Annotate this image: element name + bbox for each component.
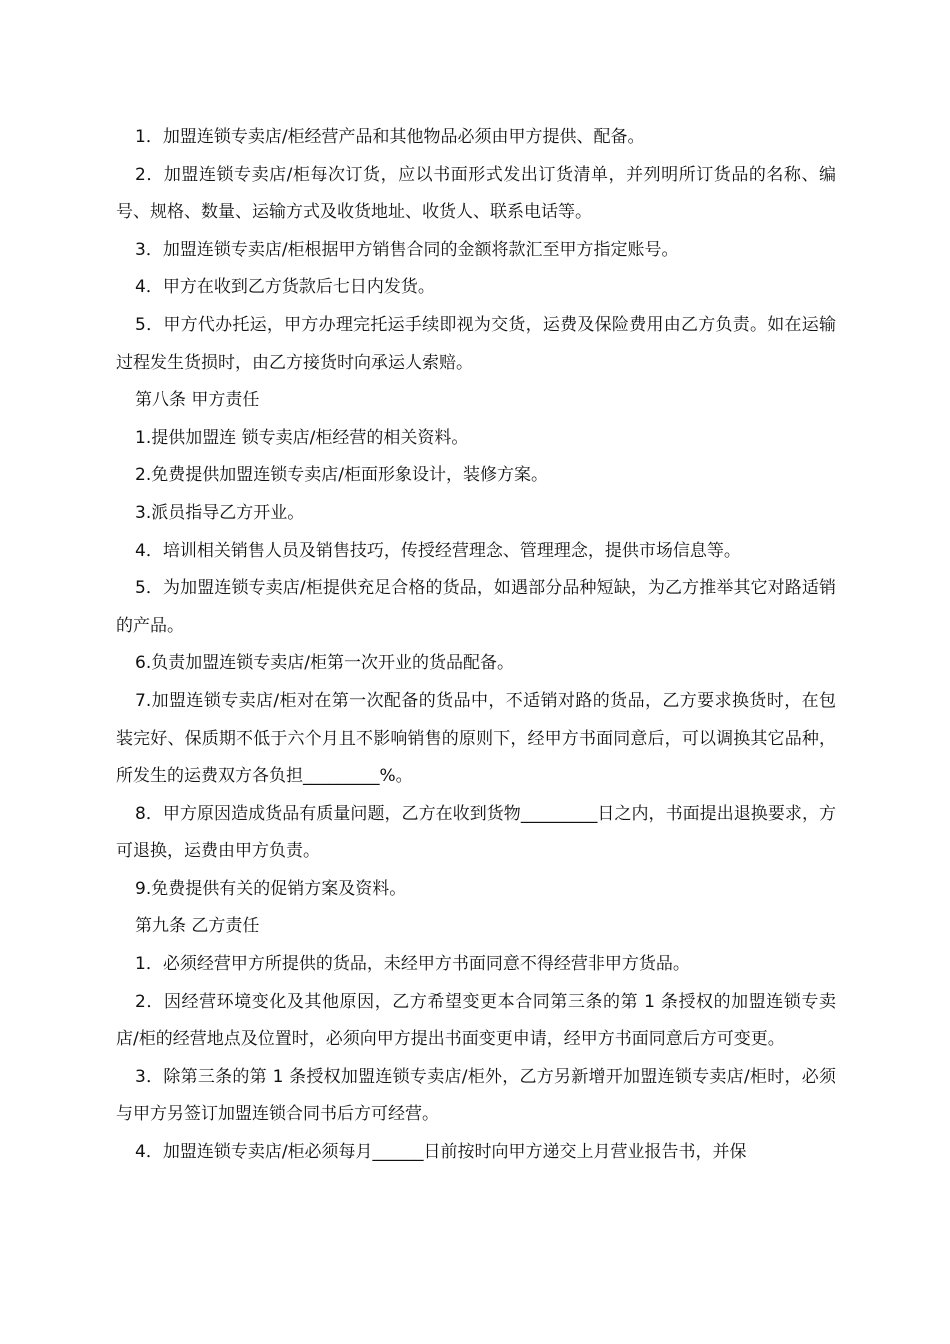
- clause-9-item-2: 2．因经营环境变化及其他原因，乙方希望变更本合同第三条的第 1 条授权的加盟连锁专卖店/柜的经营地点及位置时，必须向甲方提出书面变更申请，经甲方书面同意后方可变更。: [116, 991, 836, 1050]
- clause-7-item-3: 3．加盟连锁专卖店/柜根据甲方销售合同的金额将款汇至甲方指定账号。: [135, 239, 679, 260]
- clause-9-item-4: 4．加盟连锁专卖店/柜必须每月______日前按时向甲方递交上月营业报告书，并保: [135, 1142, 747, 1163]
- clause-7-item-5: 5．甲方代办托运，甲方办理完托运手续即视为交货，运费及保险费用由乙方负责。如在运输过程发生货损时，由乙方接货时向承运人索赔。: [116, 314, 836, 373]
- clause-8-item-6: 6.负责加盟连锁专卖店/柜第一次开业的货品配备。: [135, 653, 514, 674]
- clause-9-item-3: 3．除第三条的第 1 条授权加盟连锁专卖店/柜外，乙方另新增开加盟连锁专卖店/柜时，必须与甲方另签订加盟连锁合同书后方可经营。: [116, 1066, 836, 1125]
- clause-7-item-4: 4．甲方在收到乙方货款后七日内发货。: [135, 277, 435, 298]
- clause-8-item-1: 1.提供加盟连 锁专卖店/柜经营的相关资料。: [135, 427, 469, 448]
- clause-7-item-2: 2．加盟连锁专卖店/柜每次订货，应以书面形式发出订货清单，并列明所订货品的名称、编号、规格、数量、运输方式及收货地址、收货人、联系电话等。: [116, 164, 836, 223]
- clause-8-heading: 第八条 甲方责任: [135, 390, 260, 411]
- clause-8-item-5: 5．为加盟连锁专卖店/柜提供充足合格的货品，如遇部分品种短缺，为乙方推举其它对路适销的产品。: [116, 578, 836, 636]
- clause-8-item-3: 3.派员指导乙方开业。: [135, 502, 305, 523]
- clause-8-item-2: 2.免费提供加盟连锁专卖店/柜面形象设计，装修方案。: [135, 465, 548, 486]
- clause-8-item-9: 9.免费提供有关的促销方案及资料。: [135, 878, 407, 899]
- clause-7-item-1: 1．加盟连锁专卖店/柜经营产品和其他物品必须由甲方提供、配备。: [135, 127, 645, 147]
- clause-8-item-4: 4．培训相关销售人员及销售技巧，传授经营理念、管理理念，提供市场信息等。: [135, 540, 741, 561]
- clause-8-item-8: 8．甲方原因造成货品有质量问题，乙方在收到货物_________日之内，书面提出退换要求，方可退换，运费由甲方负责。: [116, 803, 836, 862]
- clause-8-item-7: 7.加盟连锁专卖店/柜对在第一次配备的货品中，不适销对路的货品，乙方要求换货时，在包装完好、保质期不低于六个月且不影响销售的原则下，经甲方书面同意后，可以调换其它品种，所发生的运费双方各负担_________%。: [116, 690, 836, 787]
- document-page: [116, 119, 836, 1172]
- clause-9-heading: 第九条 乙方责任: [135, 916, 260, 937]
- clause-9-item-1: 1．必须经营甲方所提供的货品，未经甲方书面同意不得经营非甲方货品。: [135, 954, 690, 975]
